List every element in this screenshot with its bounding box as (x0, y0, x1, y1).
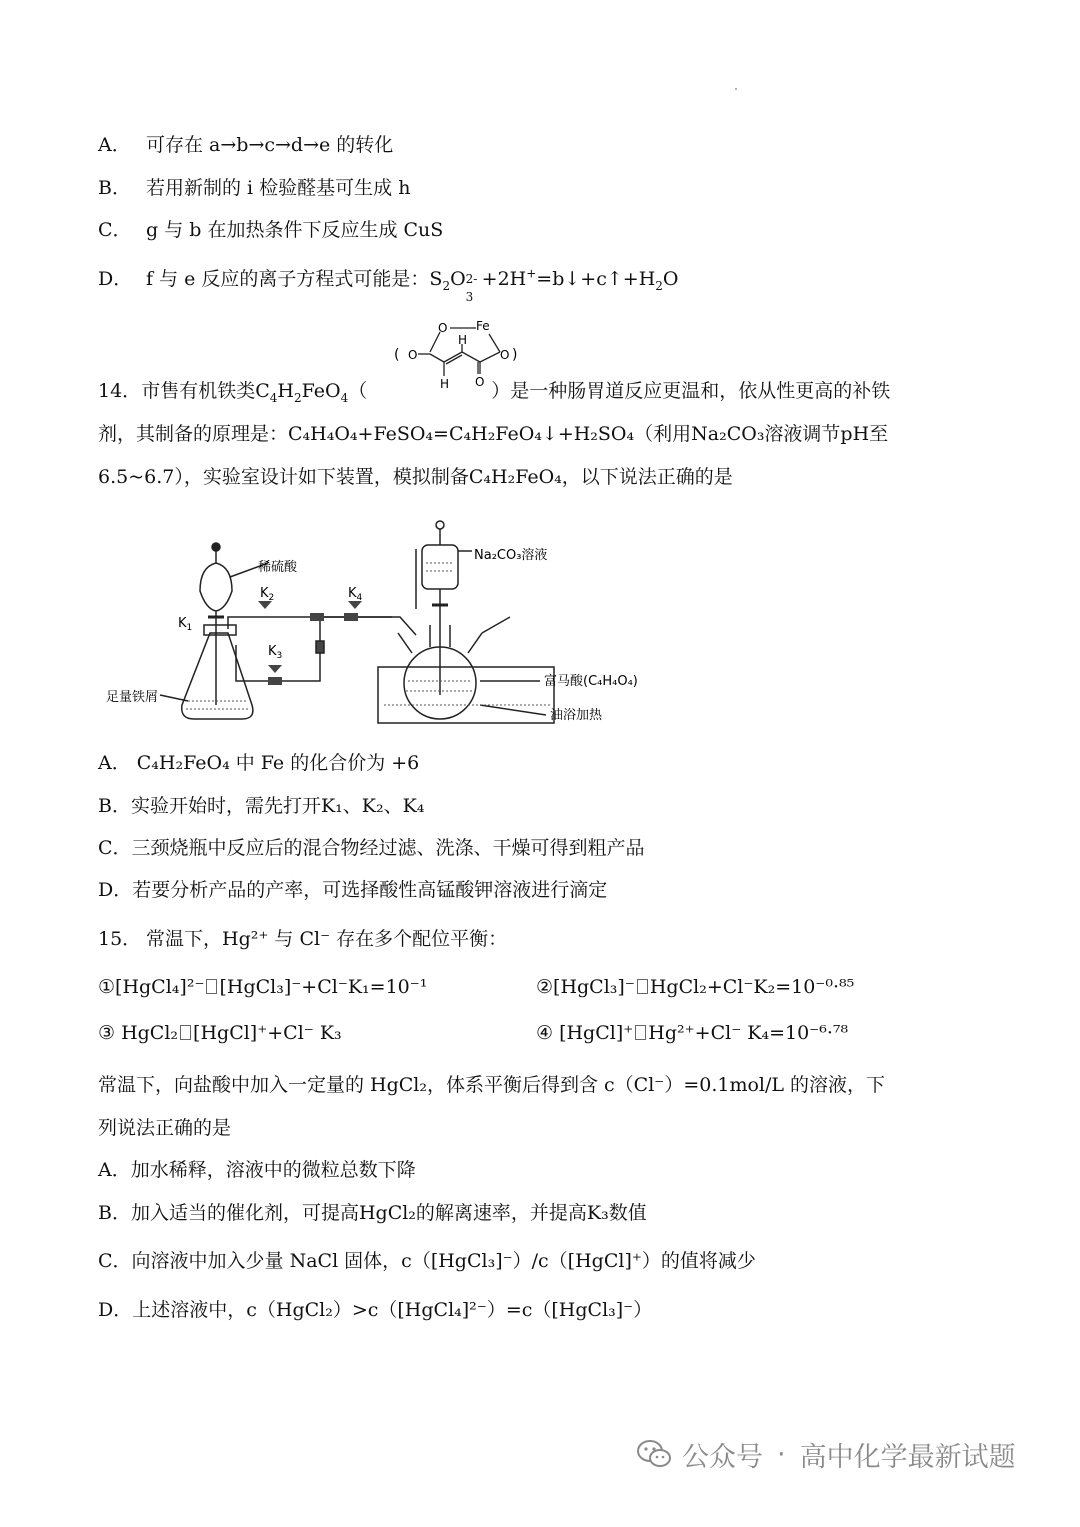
label-na2co3: Na₂CO₃溶液 (474, 548, 548, 563)
q14-stem-line2: 剂，其制备的原理是：C₄H₄O₄+FeSO₄=C₄H₂FeO₄↓+H₂SO₄（利用Na₂CO₃溶液调节pH至 (98, 423, 889, 445)
conical-flask (182, 633, 253, 719)
wechat-icon (636, 1438, 672, 1470)
ionic-equation: $S_2O$ 2- 3 $+2H^+=b↓+c↑+H_2O$ (429, 266, 679, 304)
label-k2: $K_2$ (260, 586, 275, 603)
q13-option-a: A． 可存在 a→b→c→d→e 的转化 (98, 134, 394, 156)
label-dilute-acid: 稀硫酸 (258, 560, 298, 575)
q13-option-b: B． 若用新制的 i 检验醛基可生成 h (98, 177, 411, 199)
q15-equilibrium-2: ②[HgCl₃]⁻ HgCl₂+Cl⁻K₂=10⁻⁰·⁸⁵ (536, 976, 855, 998)
q14-option-d: D．若要分析产品的产率，可选择酸性高锰酸钾溶液进行滴定 (98, 879, 608, 901)
q15-equilibrium-1: ①[HgCl₄]²⁻ [HgCl₃]⁻+Cl⁻K₁=10⁻¹ (98, 976, 428, 998)
q14-option-b: B．实验开始时，需先打开K₁、K₂、K₄ (98, 795, 425, 817)
q15-equilibrium-4: ④ [HgCl]⁺ Hg²⁺+Cl⁻ K₄=10⁻⁶·⁷⁸ (536, 1022, 849, 1044)
q15-condition-line2: 列说法正确的是 (98, 1117, 232, 1139)
struct-o1: O (438, 321, 448, 335)
equilibrium-arrow-placeholder-icon (206, 979, 217, 994)
q13-option-d: D． f 与 e 反应的离子方程式可能是：$S_2O$ 2- 3 $+2H^+=b↓+c↑+H_2O$ (98, 266, 679, 304)
label-k1: $K_1$ (178, 616, 193, 633)
q15-option-b: B．加入适当的催化剂，可提高HgCl₂的解离速率，并提高K₃数值 (98, 1202, 647, 1224)
struct-o2: O (408, 348, 418, 362)
scan-speck (735, 88, 737, 90)
label-k3: $K_3$ (268, 644, 283, 661)
q14-stem-line3: 6.5~6.7），实验室设计如下装置，模拟制备C₄H₂FeO₄，以下说法正确的是 (98, 466, 733, 488)
label-fumaric-acid: 富马酸(C₄H₄O₄) (544, 674, 638, 689)
dropping-funnel (200, 563, 232, 611)
q14-option-c: C．三颈烧瓶中反应后的混合物经过滤、洗涤、干燥可得到粗产品 (98, 837, 645, 859)
struct-h1: H (458, 333, 468, 347)
struct-left-paren: ( (394, 347, 400, 363)
equilibrium-arrow-placeholder-icon (180, 1025, 191, 1040)
q15-option-d: D．上述溶液中，c（HgCl₂）>c（[HgCl₄]²⁻）=c（[HgCl₃]⁻） (98, 1299, 653, 1321)
q14-stem-line1: 14．市售有机铁类$C_4H_2FeO_4$（ ）是一种肠胃道反应更温和，依从性更高的补铁 (98, 380, 891, 405)
constant-pressure-funnel (422, 545, 458, 589)
q14-formula: 市售有机铁类$C_4H_2FeO_4$ (141, 380, 349, 405)
q15-condition-line1: 常温下，向盐酸中加入一定量的 HgCl₂，体系平衡后得到含 c（Cl⁻）=0.1mol/L 的溶液，下 (98, 1074, 886, 1096)
q15-option-a: A．加水稀释，溶液中的微粒总数下降 (98, 1159, 416, 1181)
label-oil-bath: 油浴加热 (550, 708, 603, 723)
equilibrium-arrow-placeholder-icon (637, 979, 648, 994)
struct-fe: Fe (476, 319, 490, 333)
struct-o4: O (475, 375, 485, 389)
q13-option-c: C． g 与 b 在加热条件下反应生成 CuS (98, 219, 444, 241)
apparatus-diagram (100, 505, 660, 737)
equilibrium-arrow-placeholder-icon (635, 1025, 646, 1040)
wechat-watermark: 公众号 · 高中化学最新试题 (636, 1432, 1016, 1476)
label-k4: $K_4$ (348, 586, 363, 603)
q15-equilibrium-3: ③ HgCl₂ [HgCl]⁺+Cl⁻ K₃ (98, 1022, 342, 1044)
struct-o3: O (500, 348, 510, 362)
q14-option-a: A． C₄H₂FeO₄ 中 Fe 的化合价为 +6 (98, 752, 420, 774)
struct-h2: H (440, 377, 450, 391)
q15-stem: 15． 常温下，Hg²⁺ 与 Cl⁻ 存在多个配位平衡： (98, 928, 508, 950)
q15-option-c: C．向溶液中加入少量 NaCl 固体，c（[HgCl₃]⁻）/c（[HgCl]⁺）的值将减少 (98, 1250, 756, 1272)
label-iron: 足量铁屑 (106, 690, 159, 705)
struct-right-paren: ) (512, 347, 518, 363)
